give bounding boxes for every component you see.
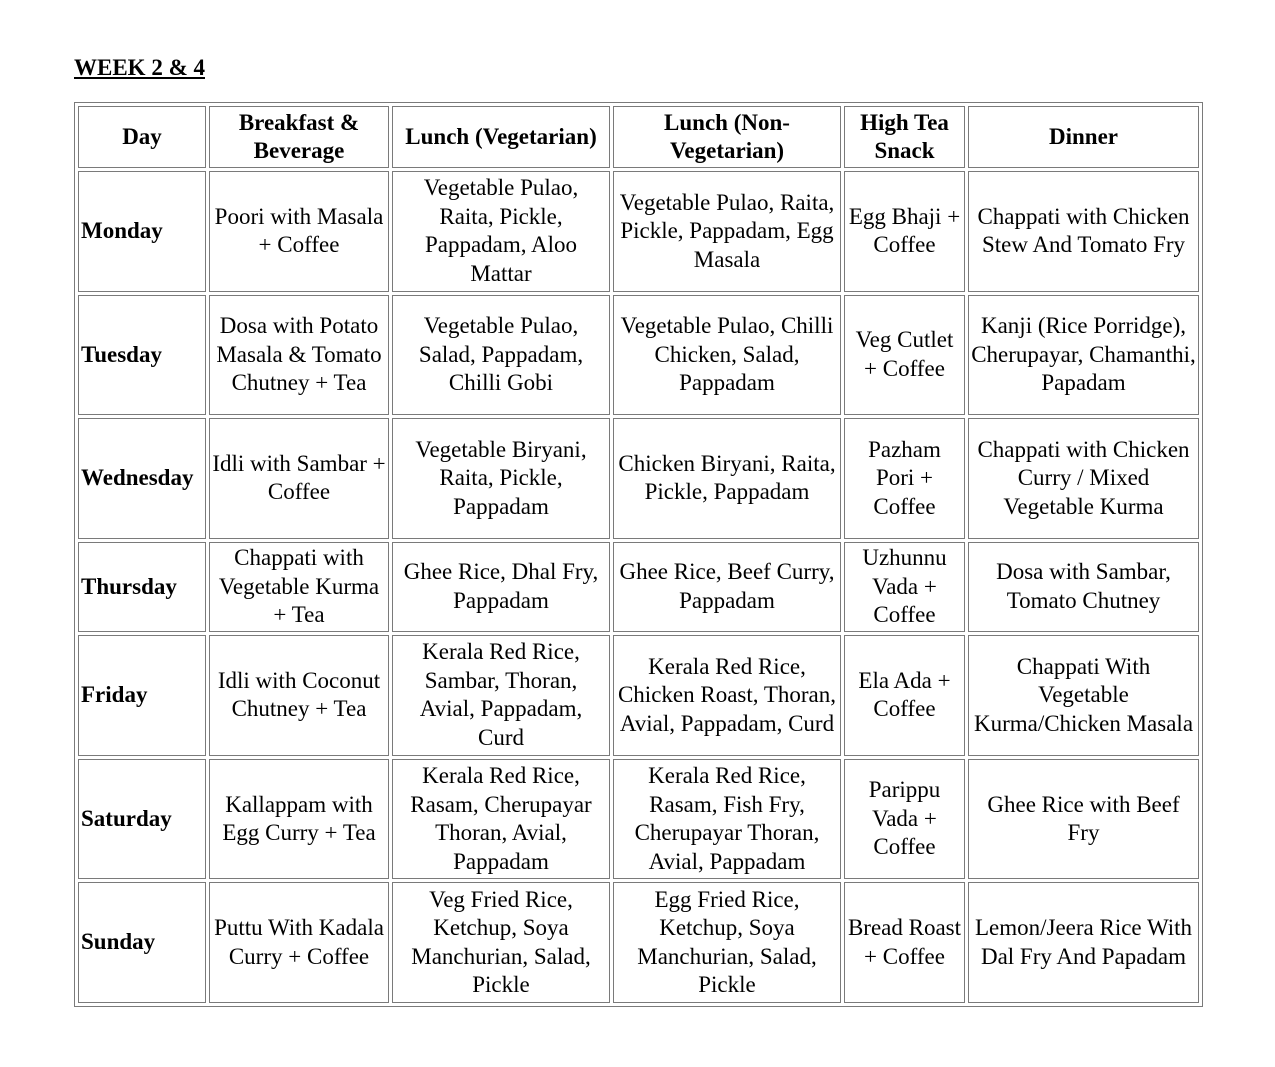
- breakfast-cell: Kallappam with Egg Curry + Tea: [209, 759, 389, 880]
- lunch-nonveg-cell: Kerala Red Rice, Chicken Roast, Thoran, Avial, Pappadam, Curd: [613, 635, 841, 756]
- high-tea-cell: Parippu Vada + Coffee: [844, 759, 965, 880]
- column-header-dinner: Dinner: [968, 106, 1199, 168]
- table-row-saturday: [78, 759, 1199, 880]
- high-tea-cell: Bread Roast + Coffee: [844, 882, 965, 1003]
- breakfast-cell: Poori with Masala + Coffee: [209, 171, 389, 292]
- day-cell: Saturday: [78, 759, 206, 880]
- column-header-lunch-nonveg: Lunch (Non-Vegetarian): [613, 106, 841, 168]
- lunch-veg-cell: Kerala Red Rice, Rasam, Cherupayar Thoran, Avial, Pappadam: [392, 759, 610, 880]
- day-cell: Wednesday: [78, 418, 206, 539]
- table-row-thursday: [78, 542, 1199, 632]
- dinner-cell: Chappati with Chicken Stew And Tomato Fry: [968, 171, 1199, 292]
- table-row-friday: [78, 635, 1199, 756]
- high-tea-cell: Egg Bhaji + Coffee: [844, 171, 965, 292]
- table-header-row: [78, 106, 1199, 168]
- lunch-veg-cell: Vegetable Pulao, Raita, Pickle, Pappadam, Aloo Mattar: [392, 171, 610, 292]
- lunch-nonveg-cell: Vegetable Pulao, Raita, Pickle, Pappadam, Egg Masala: [613, 171, 841, 292]
- high-tea-cell: Pazham Pori + Coffee: [844, 418, 965, 539]
- breakfast-cell: Chappati with Vegetable Kurma + Tea: [209, 542, 389, 632]
- lunch-nonveg-cell: Kerala Red Rice, Rasam, Fish Fry, Cherupayar Thoran, Avial, Pappadam: [613, 759, 841, 880]
- table-row-wednesday: [78, 418, 1199, 539]
- day-cell: Friday: [78, 635, 206, 756]
- dinner-cell: Chappati with Chicken Curry / Mixed Vegetable Kurma: [968, 418, 1199, 539]
- lunch-veg-cell: Kerala Red Rice, Sambar, Thoran, Avial, Pappadam, Curd: [392, 635, 610, 756]
- breakfast-cell: Idli with Sambar + Coffee: [209, 418, 389, 539]
- day-cell: Tuesday: [78, 295, 206, 416]
- lunch-nonveg-cell: Vegetable Pulao, Chilli Chicken, Salad, Pappadam: [613, 295, 841, 416]
- lunch-nonveg-cell: Ghee Rice, Beef Curry, Pappadam: [613, 542, 841, 632]
- dinner-cell: Kanji (Rice Porridge), Cherupayar, Chamanthi, Papadam: [968, 295, 1199, 416]
- lunch-nonveg-cell: Egg Fried Rice, Ketchup, Soya Manchurian, Salad, Pickle: [613, 882, 841, 1003]
- high-tea-cell: Veg Cutlet + Coffee: [844, 295, 965, 416]
- lunch-veg-cell: Ghee Rice, Dhal Fry, Pappadam: [392, 542, 610, 632]
- day-cell: Thursday: [78, 542, 206, 632]
- lunch-veg-cell: Vegetable Biryani, Raita, Pickle, Pappadam: [392, 418, 610, 539]
- dinner-cell: Ghee Rice with Beef Fry: [968, 759, 1199, 880]
- column-header-lunch-veg: Lunch (Vegetarian): [392, 106, 610, 168]
- lunch-veg-cell: Veg Fried Rice, Ketchup, Soya Manchurian, Salad, Pickle: [392, 882, 610, 1003]
- dinner-cell: Chappati With Vegetable Kurma/Chicken Masala: [968, 635, 1199, 756]
- breakfast-cell: Puttu With Kadala Curry + Coffee: [209, 882, 389, 1003]
- weekly-menu-table: [74, 102, 1203, 1007]
- table-row-sunday: [78, 882, 1199, 1003]
- breakfast-cell: Idli with Coconut Chutney + Tea: [209, 635, 389, 756]
- lunch-veg-cell: Vegetable Pulao, Salad, Pappadam, Chilli Gobi: [392, 295, 610, 416]
- day-cell: Monday: [78, 171, 206, 292]
- column-header-high-tea: High Tea Snack: [844, 106, 965, 168]
- high-tea-cell: Uzhunnu Vada + Coffee: [844, 542, 965, 632]
- table-row-monday: [78, 171, 1199, 292]
- column-header-day: Day: [78, 106, 206, 168]
- column-header-breakfast: Breakfast & Beverage: [209, 106, 389, 168]
- dinner-cell: Lemon/Jeera Rice With Dal Fry And Papadam: [968, 882, 1199, 1003]
- dinner-cell: Dosa with Sambar, Tomato Chutney: [968, 542, 1199, 632]
- table-row-tuesday: [78, 295, 1199, 416]
- high-tea-cell: Ela Ada + Coffee: [844, 635, 965, 756]
- page-title: WEEK 2 & 4: [74, 55, 205, 80]
- breakfast-cell: Dosa with Potato Masala & Tomato Chutney + Tea: [209, 295, 389, 416]
- day-cell: Sunday: [78, 882, 206, 1003]
- lunch-nonveg-cell: Chicken Biryani, Raita, Pickle, Pappadam: [613, 418, 841, 539]
